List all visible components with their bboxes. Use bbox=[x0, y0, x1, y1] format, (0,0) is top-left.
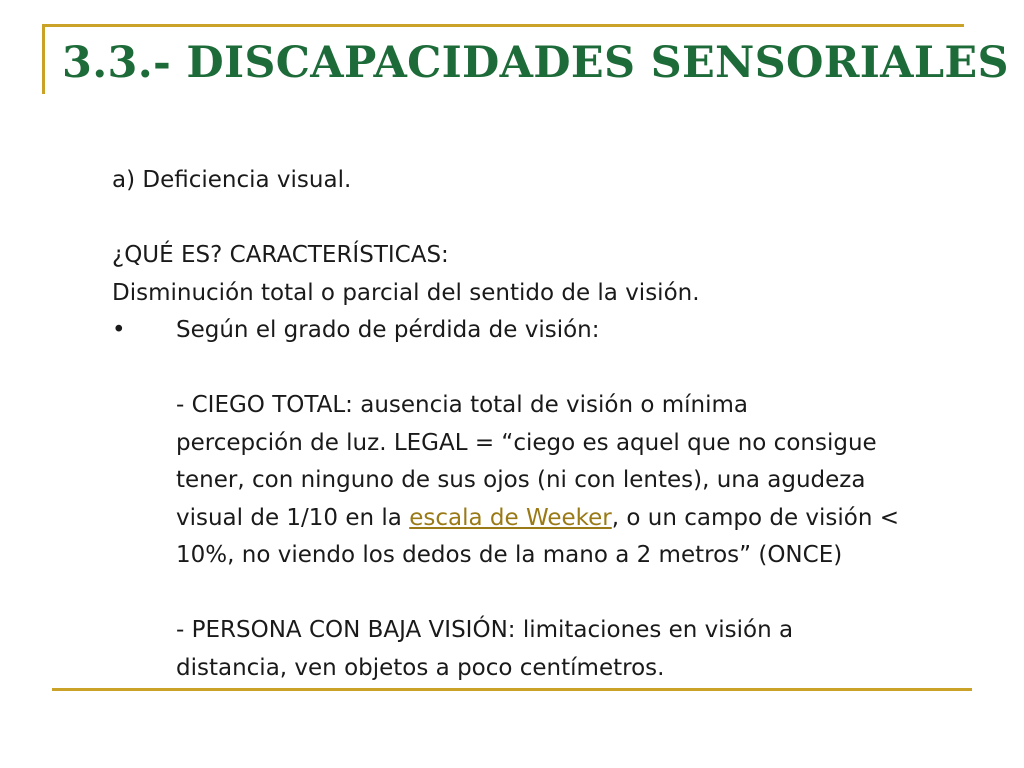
baja-vision-line-1: - PERSONA CON BAJA VISIÓN: limitaciones en visión a bbox=[176, 617, 794, 643]
bullet-icon: • bbox=[112, 317, 126, 343]
ciego-total-line-4 bbox=[176, 500, 946, 538]
frame-top-rule bbox=[42, 24, 964, 27]
spacer bbox=[176, 575, 946, 613]
ciego-total-line-2: percepción de luz. LEGAL = “ciego es aquel que no consigue bbox=[176, 429, 877, 456]
definition-text: Disminución total o parcial del sentido de la visión. bbox=[112, 279, 700, 306]
ciego-total-line-4-end: , o un campo de visión < bbox=[611, 504, 900, 531]
ciego-total-line-5: 10%, no viendo los dedos de la mano a 2 metros” (ONCE) bbox=[176, 542, 843, 568]
spacer bbox=[112, 200, 992, 238]
spacer bbox=[176, 350, 946, 388]
bullet-details bbox=[112, 350, 946, 688]
frame-bottom-rule bbox=[52, 688, 972, 691]
section-heading: a) Deficiencia visual. bbox=[112, 167, 352, 193]
bullet-item bbox=[112, 312, 992, 350]
bullet-text: Según el grado de pérdida de visión: bbox=[176, 317, 600, 343]
ciego-total-line-3: tener, con ninguno de sus ojos (ni con lentes), una agudeza bbox=[176, 467, 866, 493]
slide-title: 3.3.- DISCAPACIDADES SENSORIALES bbox=[62, 38, 1009, 88]
baja-vision-line-2: distancia, ven objetos a poco centímetros. bbox=[176, 654, 665, 681]
slide-body bbox=[112, 162, 992, 687]
question-heading: ¿QUÉ ES? CARACTERÍSTICAS: bbox=[112, 242, 449, 268]
escala-weeker-link[interactable]: escala de Weeker bbox=[409, 504, 612, 531]
ciego-total-line-1: - CIEGO TOTAL: ausencia total de visión o mínima bbox=[176, 392, 749, 418]
frame-left-rule bbox=[42, 24, 45, 94]
ciego-total-line-4-start: visual de 1/10 en la bbox=[176, 504, 410, 531]
